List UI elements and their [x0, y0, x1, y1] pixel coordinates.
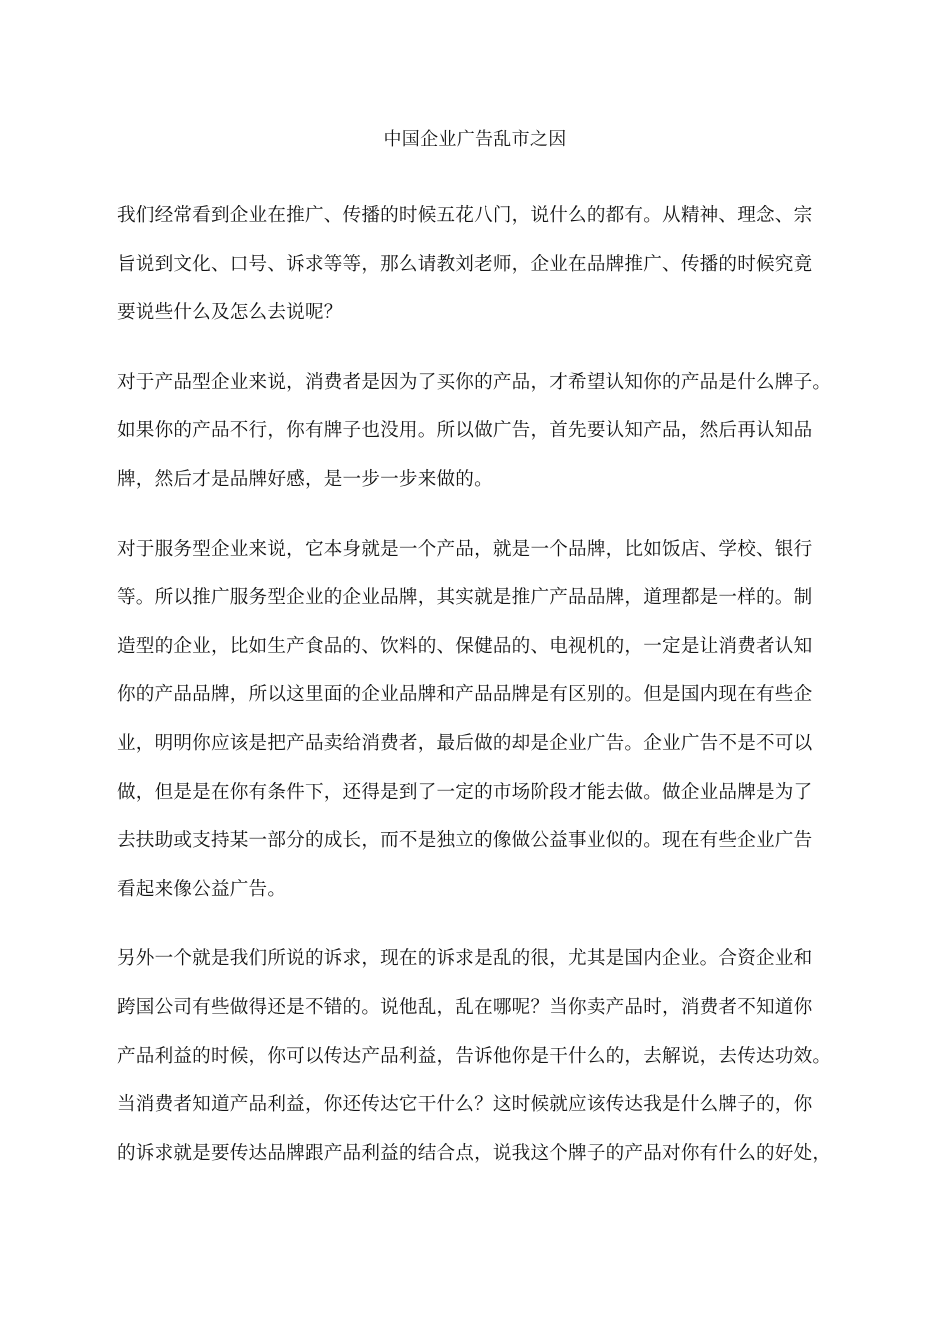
text-line: 如果你的产品不行，你有牌子也没用。所以做广告，首先要认知产品，然后再认知品 [117, 420, 813, 442]
document-body [117, 192, 837, 1199]
text-line: 造型的企业，比如生产食品的、饮料的、保健品的、电视机的，一定是让消费者认知 [117, 635, 813, 657]
text-line: 业，明明你应该是把产品卖给消费者，最后做的却是企业广告。企业广告不是不可以 [117, 732, 813, 754]
paragraph-4 [117, 935, 837, 1178]
text-line: 另外一个就是我们所说的诉求，现在的诉求是乱的很，尤其是国内企业。合资企业和 [117, 948, 813, 970]
paragraph-2 [117, 359, 837, 505]
text-line: 的诉求就是要传达品牌跟产品利益的结合点，说我这个牌子的产品对你有什么的好处， [117, 1142, 832, 1164]
text-line: 看起来像公益广告。 [117, 878, 287, 900]
text-line: 等。所以推广服务型企业的企业品牌，其实就是推广产品品牌，道理都是一样的。制 [117, 587, 813, 609]
text-line: 产品利益的时候，你可以传达产品利益，告诉他你是干什么的，去解说，去传达功效。 [117, 1045, 832, 1067]
text-line: 你的产品品牌，所以这里面的企业品牌和产品品牌是有区别的。但是国内现在有些企 [117, 684, 813, 706]
text-line: 做，但是是在你有条件下，还得是到了一定的市场阶段才能去做。做企业品牌是为了 [117, 781, 813, 803]
text-line: 去扶助或支持某一部分的成长，而不是独立的像做公益事业似的。现在有些企业广告 [117, 830, 813, 852]
paragraph-3 [117, 526, 837, 915]
text-line: 跨国公司有些做得还是不错的。说他乱，乱在哪呢？当你卖产品时，消费者不知道你 [117, 996, 813, 1018]
text-line: 当消费者知道产品利益，你还传达它干什么？这时候就应该传达我是什么牌子的，你 [117, 1094, 813, 1116]
document-title: 中国企业广告乱市之因 [383, 129, 567, 150]
text-line: 旨说到文化、口号、诉求等等，那么请教刘老师，企业在品牌推广、传播的时候究竟 [117, 253, 813, 275]
text-line: 对于服务型企业来说，它本身就是一个产品，就是一个品牌，比如饭店、学校、银行 [117, 538, 813, 560]
text-line: 我们经常看到企业在推广、传播的时候五花八门，说什么的都有。从精神、理念、宗 [117, 205, 813, 226]
text-line: 要说些什么及怎么去说呢？ [117, 302, 343, 324]
paragraph-1 [117, 192, 837, 338]
text-line: 对于产品型企业来说，消费者是因为了买你的产品，才希望认知你的产品是什么牌子。 [117, 371, 832, 393]
text-line: 牌，然后才是品牌好感，是一步一步来做的。 [117, 468, 493, 490]
